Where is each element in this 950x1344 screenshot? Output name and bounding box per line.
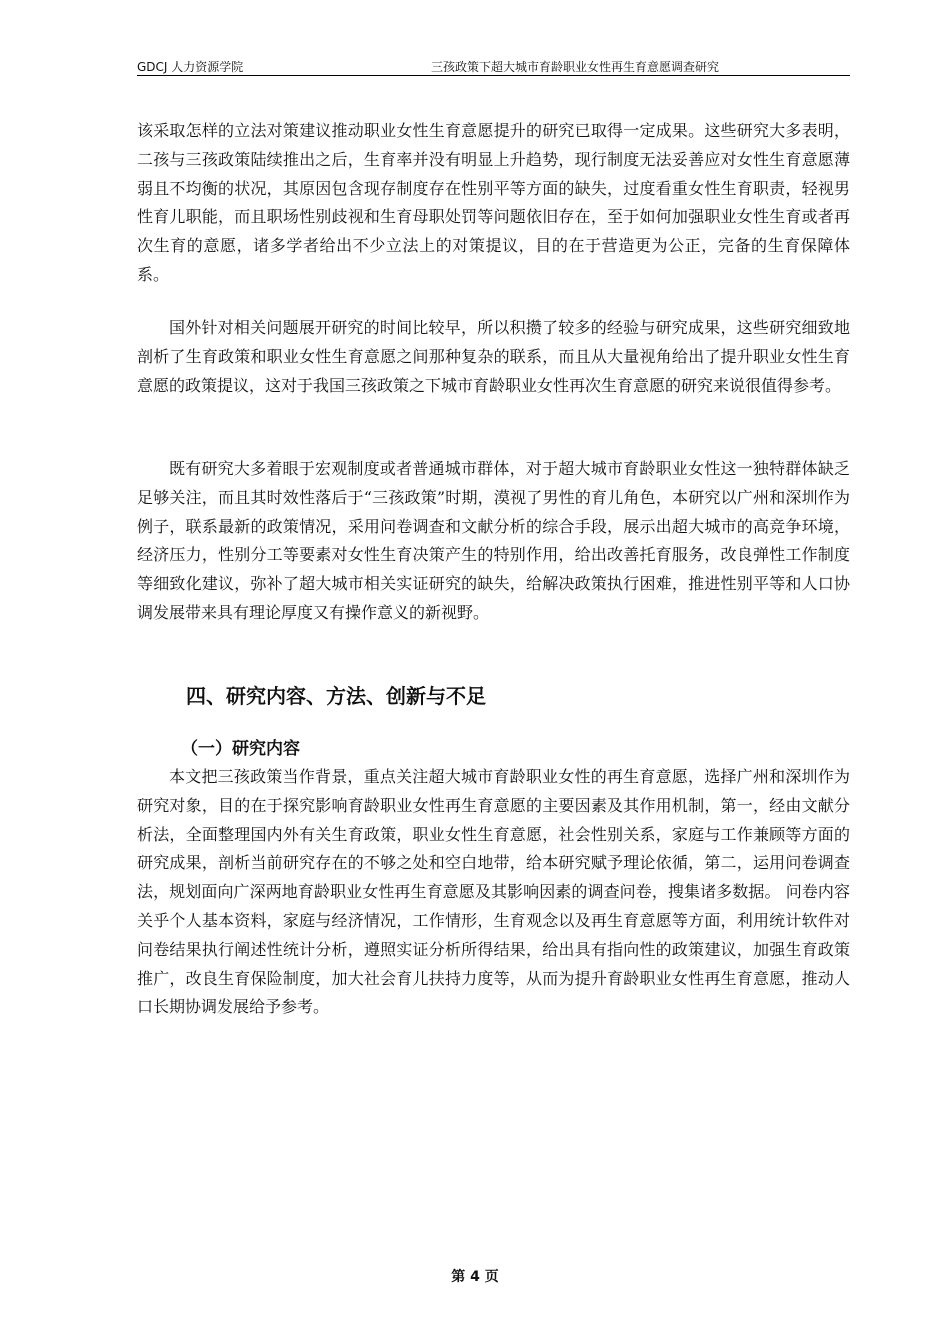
header-institution: GDCJ 人力资源学院 — [137, 60, 244, 74]
body-paragraph: 该采取怎样的立法对策建议推动职业女性生育意愿提升的研究已取得一定成果。这些研究大多表明，二孩与三孩政策陆续推出之后，生育率并没有明显上升趋势，现行制度无法妥善应对女性生育意愿薄弱且不均衡的状况，其原因包含现存制度存在性别平等方面的缺失，过度看重女性生育职责，轻视男性育儿职能，而且职场性别歧视和生育母职处罚等问题依旧存在，至于如何加强职业女性生育或者再次生育的意愿，诸多学者给出不少立法上的对策提议，目的在于营造更为公正，完备的生育保障体系。 — [137, 121, 850, 284]
page-number: 第 4 页 — [451, 1269, 499, 1285]
header-divider — [137, 75, 850, 76]
page-header — [137, 58, 850, 76]
body-paragraph: 国外针对相关问题展开研究的时间比较早，所以积攒了较多的经验与研究成果，这些研究细致地剖析了生育政策和职业女性生育意愿之间那种复杂的联系，而且从大量视角给出了提升职业女性生育意愿的政策提议，这对于我国三孩政策之下城市育龄职业女性再次生育意愿的研究来说很值得参考。 — [137, 318, 850, 395]
body-paragraph: 本文把三孩政策当作背景，重点关注超大城市育龄职业女性的再生育意愿，选择广州和深圳作为研究对象，目的在于探究影响育龄职业女性再生育意愿的主要因素及其作用机制，第一，经由文献分析法，全面整理国内外有关生育政策，职业女性生育意愿，社会性别关系，家庭与工作兼顾等方面的研究成果，剖析当前研究存在的不够之处和空白地带，给本研究赋予理论依循，第二，运用问卷调查法，规划面向广深两地育龄职业女性再生育意愿及其影响因素的调查问卷，搜集诸多数据。 问卷内容关乎个人基本资料，家庭与经济情况，工作情形，生育观念以及再生育意愿等方面，利用统计软件对问卷结果执行阐述性统计分析，遵照实证分析所得结果，给出具有指向性的政策建议，加强生育政策推广，改良生育保险制度，加大社会育儿扶持力度等，从而为提升育龄职业女性再生育意愿，推动人口长期协调发展给予参考。 — [137, 767, 850, 1017]
body-paragraph: 既有研究大多着眼于宏观制度或者普通城市群体，对于超大城市育龄职业女性这一独特群体缺乏足够关注，而且其时效性落后于“三孩政策”时期，漠视了男性的育儿角色，本研究以广州和深圳作为例子，联系最新的政策情况，采用问卷调查和文献分析的综合手段，展示出超大城市的高竞争环境，经济压力，性别分工等要素对女性生育决策产生的特别作用，给出改善托育服务，改良弹性工作制度等细致化建议，弥补了超大城市相关实证研究的缺失，给解决政策执行困难，推进性别平等和人口协调发展带来具有理论厚度又有操作意义的新视野。 — [137, 459, 850, 622]
header-document-title: 三孩政策下超大城市育龄职业女性再生育意愿调查研究 — [431, 60, 720, 74]
subsection-heading: （一）研究内容 — [181, 739, 300, 759]
section-heading: 四、研究内容、方法、创新与不足 — [186, 684, 486, 708]
